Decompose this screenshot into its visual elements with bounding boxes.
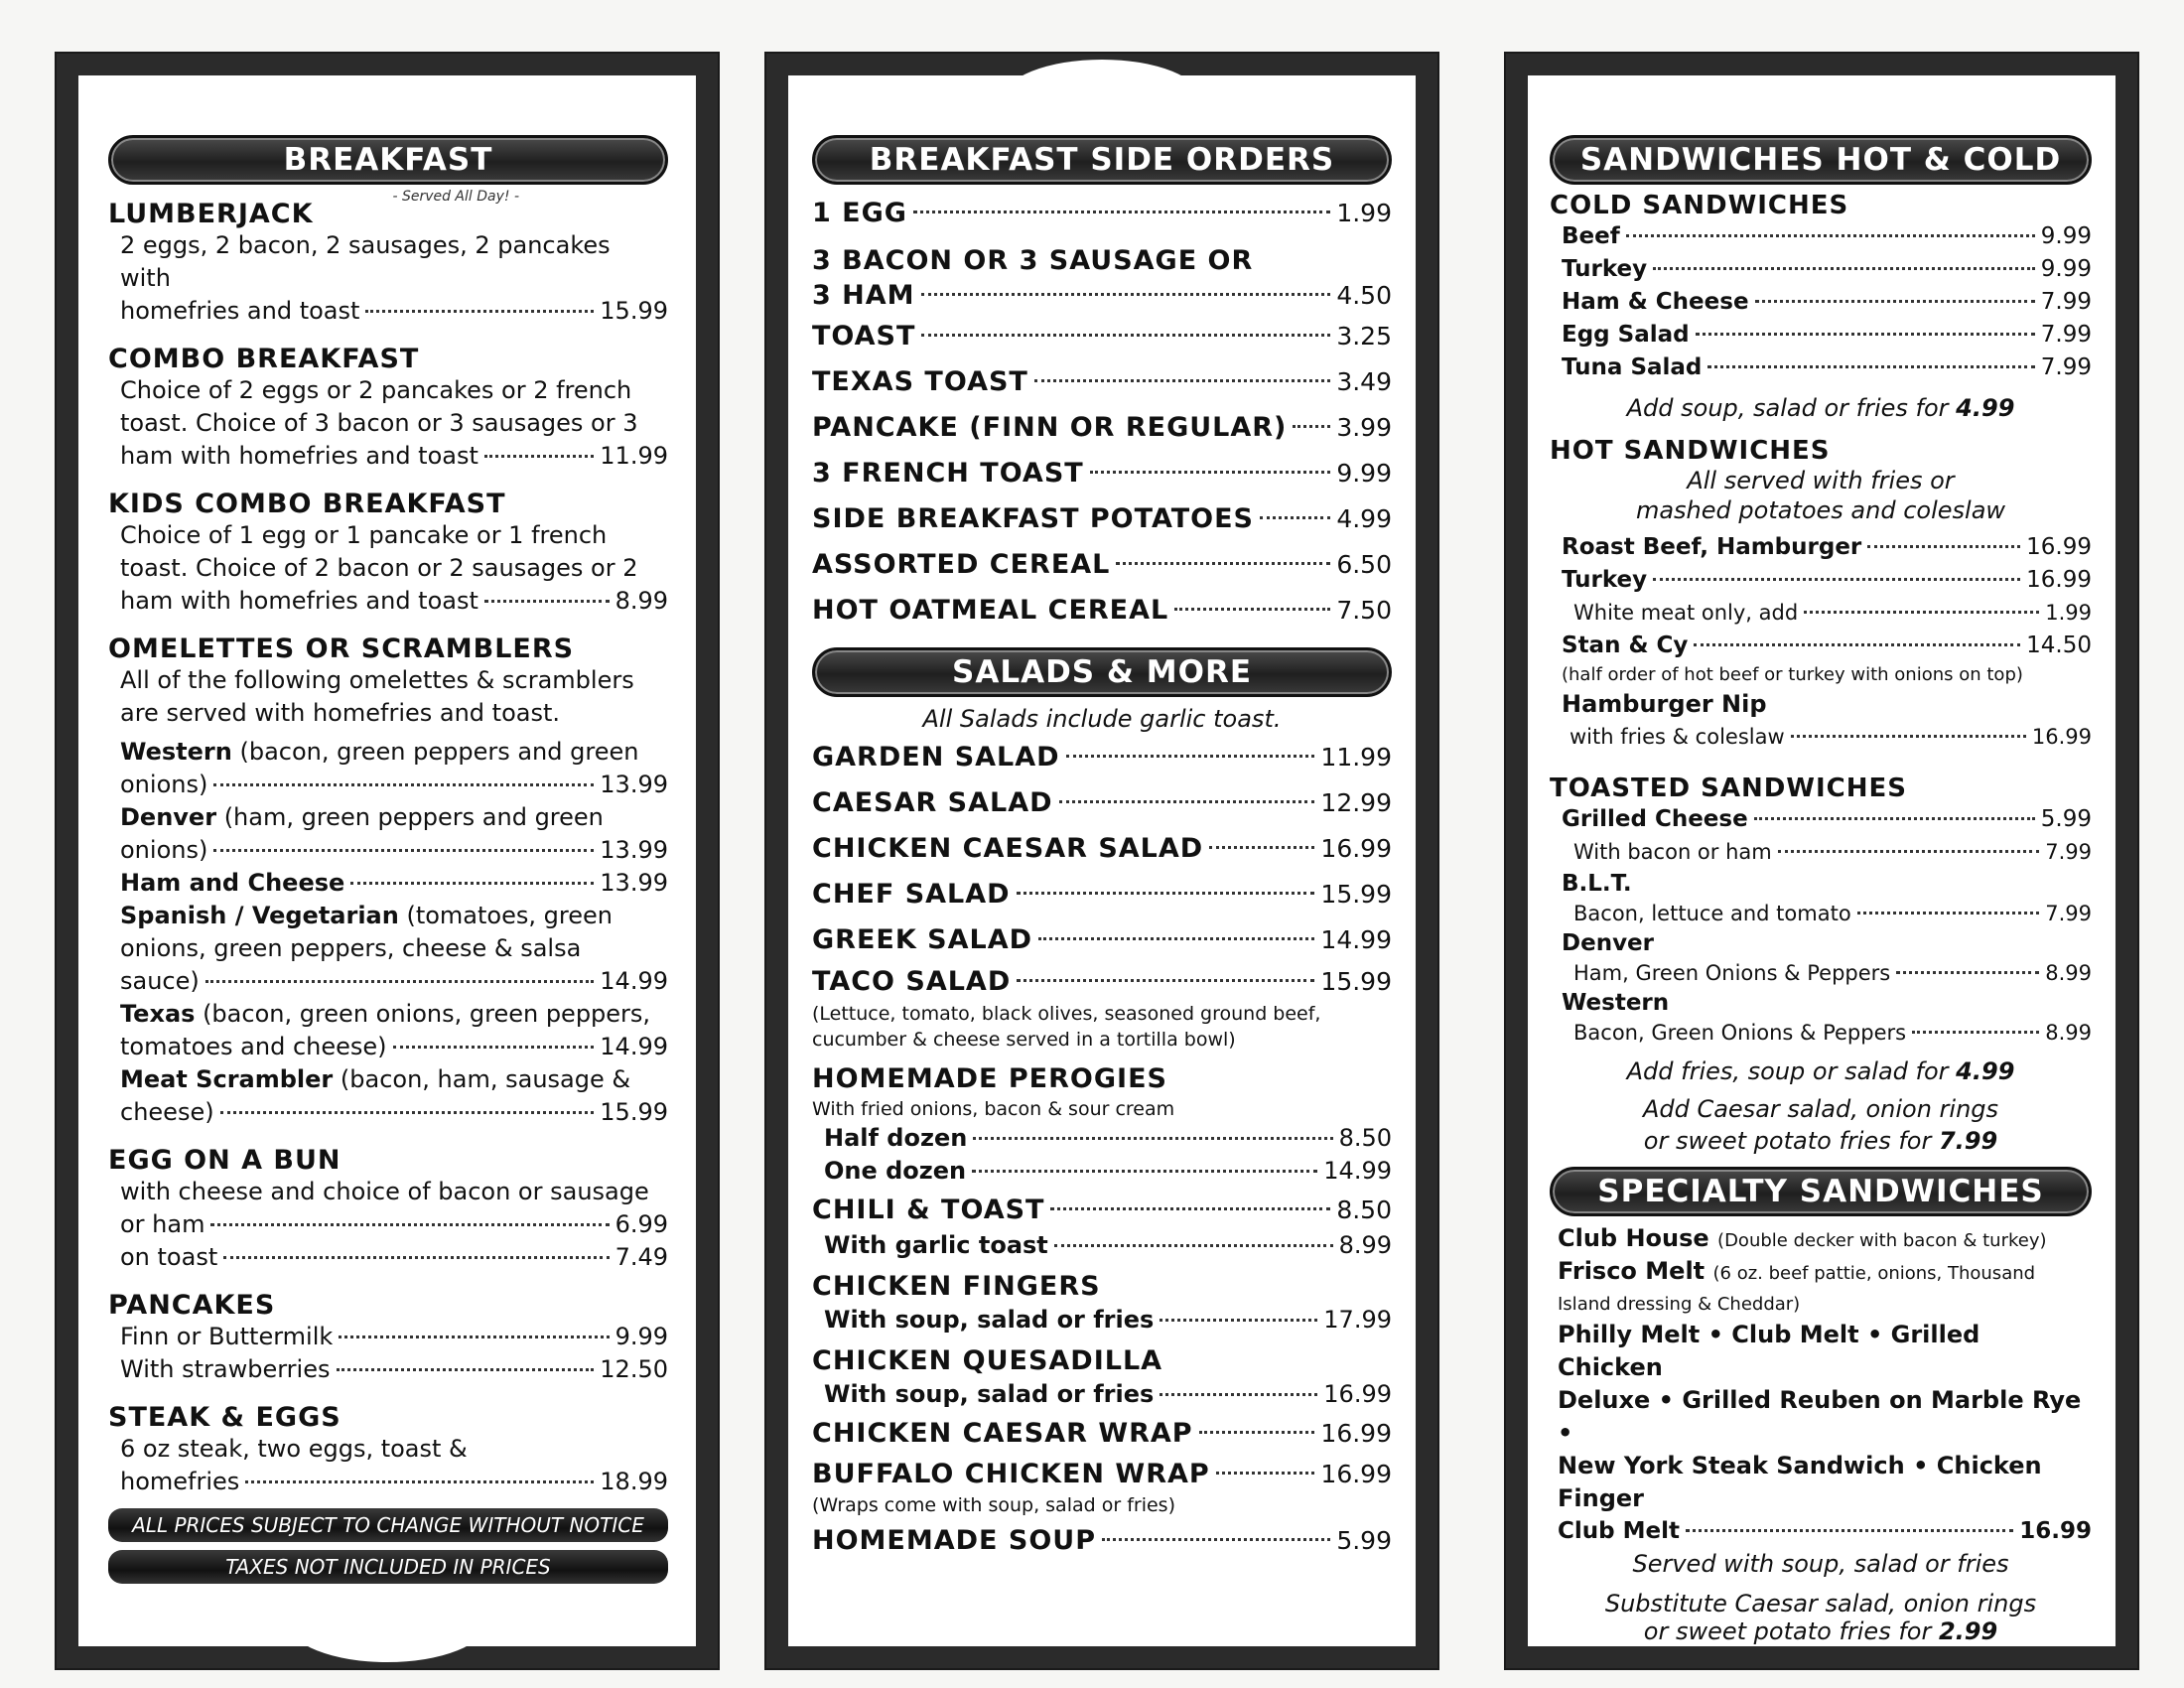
denver-row xyxy=(108,834,668,867)
steak-heading: STEAK & EGGS xyxy=(108,1402,341,1433)
salad-item xyxy=(812,735,1392,780)
texas-price: 14.99 xyxy=(600,1033,668,1060)
side-item xyxy=(812,542,1392,588)
side-item xyxy=(812,496,1392,542)
lumberjack-heading: LUMBERJACK xyxy=(108,199,314,229)
side-price: 3.99 xyxy=(1336,413,1392,442)
chili-name: CHILI & TOAST xyxy=(812,1195,1045,1225)
soup-price: 5.99 xyxy=(1336,1526,1392,1555)
perogies-dozen: One dozen xyxy=(824,1157,967,1185)
stan-row xyxy=(1550,630,2092,662)
sandwiches-panel xyxy=(1504,52,2139,1670)
salad-price: 16.99 xyxy=(1320,834,1392,863)
salads-note: All Salads include garlic toast. xyxy=(922,705,1282,733)
spanish-text: (tomatoes, green onions, green peppers, cheese & salsa xyxy=(120,902,613,962)
wrap-note: (Wraps come with soup, salad or fries) xyxy=(812,1494,1175,1516)
quesadilla-heading: CHICKEN QUESADILLA xyxy=(812,1345,1163,1376)
omelettes-desc: All of the following omelettes & scramblers are served with homefries and toast. xyxy=(120,666,634,727)
nip-row xyxy=(1550,721,2092,754)
eggbun-desc: with cheese and choice of bacon or sausage xyxy=(120,1178,649,1205)
toasted-note3-text: or sweet potato fries for xyxy=(1643,1127,1932,1155)
side-item-pre: 3 BACON OR 3 SAUSAGE OR xyxy=(812,245,1254,276)
side-price: 6.50 xyxy=(1336,550,1392,579)
hot-note1: All served with fries or xyxy=(1687,467,1955,494)
kids-price: 8.99 xyxy=(614,587,668,615)
texas-desc2: tomatoes and cheese) xyxy=(120,1033,387,1060)
specialty-note3-price: 2.99 xyxy=(1938,1618,1998,1645)
specialty-note3-text: or sweet potato fries for xyxy=(1643,1618,1932,1645)
western-desc2: onions) xyxy=(120,771,208,798)
toasted-denver-line: Ham, Green Onions & Peppers xyxy=(1573,961,1891,985)
side-name: 3 HAM xyxy=(812,280,915,311)
side-name: 3 FRENCH TOAST xyxy=(812,458,1084,489)
soup-name: HOMEMADE SOUP xyxy=(812,1525,1096,1556)
kids-row xyxy=(108,585,668,618)
side-name: ASSORTED CEREAL xyxy=(812,549,1111,580)
kids-heading: KIDS COMBO BREAKFAST xyxy=(108,489,506,519)
steak-desc: 6 oz steak, two eggs, toast & xyxy=(120,1435,468,1463)
eggbun-heading: EGG ON A BUN xyxy=(108,1145,341,1176)
salad-price: 15.99 xyxy=(1320,967,1392,996)
pancakes-line1: Finn or Buttermilk xyxy=(120,1323,334,1350)
breakfast-panel xyxy=(55,52,720,1670)
side-price: 1.99 xyxy=(1336,199,1392,227)
nip-name: Hamburger Nip xyxy=(1562,690,1767,718)
meat-desc xyxy=(108,1063,668,1096)
spanish-desc2: sauce) xyxy=(120,967,200,995)
cold-item xyxy=(1550,319,2092,352)
toasted-western-name: Western xyxy=(1562,990,1670,1016)
quesadilla-price: 16.99 xyxy=(1323,1380,1392,1408)
cold-item xyxy=(1550,286,2092,319)
toasted-denver-price: 8.99 xyxy=(2045,961,2092,985)
pancakes-row2 xyxy=(108,1353,668,1386)
lumberjack-row xyxy=(108,295,668,328)
specialty-price-row xyxy=(1550,1515,2092,1548)
specialty-note2: Substitute Caesar salad, onion rings xyxy=(1604,1590,2037,1618)
western-name: Western xyxy=(120,738,232,766)
denver-text: (ham, green peppers and green xyxy=(223,803,604,831)
denver-name: Denver xyxy=(120,803,217,831)
toasted-western-line: Bacon, Green Onions & Peppers xyxy=(1573,1021,1907,1045)
western-row xyxy=(108,769,668,801)
cold-name: Beef xyxy=(1562,223,1620,249)
fingers-row xyxy=(812,1304,1392,1336)
side-item xyxy=(812,314,1392,359)
denver-desc2: onions) xyxy=(120,836,208,864)
side-name: PANCAKE (FINN OR REGULAR) xyxy=(812,412,1288,443)
side-item xyxy=(812,278,1392,314)
western-price: 13.99 xyxy=(600,771,668,798)
chili-line2: With garlic toast xyxy=(824,1231,1048,1259)
texas-text: (bacon, green onions, green peppers, xyxy=(203,1000,651,1028)
nip-line: with fries & coleslaw xyxy=(1570,725,1785,749)
lumberjack-price: 15.99 xyxy=(600,297,668,325)
toasted-heading: TOASTED SANDWICHES xyxy=(1550,774,1907,803)
sides-inner xyxy=(788,75,1416,1646)
side-item xyxy=(812,405,1392,451)
hot-note2: mashed potatoes and coleslaw xyxy=(1635,496,2006,524)
perogies-row1 xyxy=(812,1122,1392,1155)
meat-row xyxy=(108,1096,668,1129)
cold-price: 9.99 xyxy=(2040,256,2092,282)
toasted-note3-price: 7.99 xyxy=(1938,1127,1998,1155)
eggbun-price2: 7.49 xyxy=(614,1243,668,1271)
cold-price: 9.99 xyxy=(2040,223,2092,249)
kids-desc2: ham with homefries and toast xyxy=(120,587,478,615)
eggbun-row2 xyxy=(108,1241,668,1274)
side-price: 3.49 xyxy=(1336,367,1392,396)
toasted-note1-price: 4.99 xyxy=(1956,1057,2015,1085)
cold-note xyxy=(1550,392,2092,424)
salad-name: TACO SALAD xyxy=(812,966,1012,997)
western-desc xyxy=(108,736,668,769)
fingers-price: 17.99 xyxy=(1323,1306,1392,1334)
blt-line: Bacon, lettuce and tomato xyxy=(1573,902,1851,925)
pancakes-price1: 9.99 xyxy=(614,1323,668,1350)
frisco-name: Frisco Melt xyxy=(1558,1257,1706,1285)
salads-banner: SALADS & MORE xyxy=(812,647,1392,697)
side-price: 4.99 xyxy=(1336,504,1392,533)
frisco-desc: (6 oz. beef pattie, onions, Thousand Island dressing & Cheddar) xyxy=(1558,1263,2036,1315)
nip-price: 16.99 xyxy=(2031,725,2092,749)
side-item xyxy=(812,191,1392,236)
hot-turkey-name: Turkey xyxy=(1562,567,1648,593)
perogies-desc: With fried onions, bacon & sour cream xyxy=(812,1098,1175,1120)
club-name: Club House xyxy=(1558,1224,1709,1252)
club-desc: (Double decker with bacon & turkey) xyxy=(1717,1230,2047,1251)
cold-heading: COLD SANDWICHES xyxy=(1550,191,1849,220)
side-name: TOAST xyxy=(812,321,916,352)
cold-price: 7.99 xyxy=(2040,289,2092,315)
eggbun-price1: 6.99 xyxy=(614,1210,668,1238)
side-price: 9.99 xyxy=(1336,459,1392,488)
spanish-desc xyxy=(108,900,668,965)
club-house xyxy=(1550,1222,2092,1257)
cold-name: Turkey xyxy=(1562,256,1648,282)
side-item xyxy=(812,451,1392,496)
toasted-note1-text: Add fries, soup or salad for xyxy=(1626,1057,1949,1085)
grilled-row xyxy=(1550,803,2092,836)
cold-note-price: 4.99 xyxy=(1956,394,2015,422)
omelettes-heading: OMELETTES OR SCRAMBLERS xyxy=(108,633,575,664)
hamcheese-price: 13.99 xyxy=(600,869,668,897)
perogies-price2: 14.99 xyxy=(1323,1157,1392,1185)
salad-item xyxy=(812,963,1392,1001)
salad-item xyxy=(812,780,1392,826)
cold-note-text: Add soup, salad or fries for xyxy=(1626,394,1949,422)
salad-item xyxy=(812,917,1392,963)
eggbun-row1 xyxy=(108,1208,668,1241)
chili-row2 xyxy=(812,1229,1392,1262)
sandwiches-banner: SANDWICHES HOT & COLD xyxy=(1550,135,2092,185)
toasted-western-price: 8.99 xyxy=(2045,1021,2092,1045)
quesadilla-line: With soup, salad or fries xyxy=(824,1380,1155,1408)
side-name: HOT OATMEAL CEREAL xyxy=(812,595,1169,626)
pancakes-price2: 12.50 xyxy=(600,1355,668,1383)
eggbun-line1: or ham xyxy=(120,1210,205,1238)
specialty-line1: Philly Melt • Club Melt • Grilled Chicken xyxy=(1558,1321,1980,1381)
cold-name: Tuna Salad xyxy=(1562,354,1703,380)
grilled-bacon-row xyxy=(1550,836,2092,869)
white-meat-name: White meat only, add xyxy=(1573,601,1799,625)
meat-price: 15.99 xyxy=(600,1098,668,1126)
cold-item xyxy=(1550,352,2092,384)
stan-price: 14.50 xyxy=(2026,633,2092,658)
salad-name: CHICKEN CAESAR SALAD xyxy=(812,833,1204,864)
side-price: 4.50 xyxy=(1336,281,1392,310)
hot-heading: HOT SANDWICHES xyxy=(1550,436,1831,466)
fingers-line: With soup, salad or fries xyxy=(824,1306,1155,1334)
price-change-disclaimer: ALL PRICES SUBJECT TO CHANGE WITHOUT NOTICE xyxy=(108,1508,668,1542)
spanish-price: 14.99 xyxy=(600,967,668,995)
caesar-wrap-price: 16.99 xyxy=(1320,1419,1392,1448)
quesadilla-row xyxy=(812,1378,1392,1411)
texas-row xyxy=(108,1031,668,1063)
buffalo-wrap-name: BUFFALO CHICKEN WRAP xyxy=(812,1459,1210,1489)
combo-price: 11.99 xyxy=(600,442,668,470)
buffalo-wrap-row xyxy=(812,1457,1392,1492)
pancakes-row1 xyxy=(108,1321,668,1353)
toasted-note1 xyxy=(1550,1055,2092,1087)
hot-turkey-row xyxy=(1550,564,2092,597)
hamcheese-row xyxy=(108,867,668,900)
side-price: 7.50 xyxy=(1336,596,1392,625)
frisco-melt xyxy=(1550,1257,2092,1319)
cold-item xyxy=(1550,253,2092,286)
stan-desc: (half order of hot beef or turkey with onions on top) xyxy=(1562,664,2023,685)
salad-item xyxy=(812,826,1392,872)
hot-turkey-price: 16.99 xyxy=(2026,567,2092,593)
chili-price2: 8.99 xyxy=(1338,1231,1392,1259)
side-name: SIDE BREAKFAST POTATOES xyxy=(812,503,1255,534)
served-all-day: - Served All Day! - xyxy=(392,189,519,205)
toasted-note2: Add Caesar salad, onion rings xyxy=(1642,1095,1999,1123)
steak-price: 18.99 xyxy=(600,1468,668,1495)
top-scallop xyxy=(1003,60,1201,99)
pancakes-line2: With strawberries xyxy=(120,1355,331,1383)
grilled-price: 5.99 xyxy=(2040,806,2092,832)
western-text: (bacon, green peppers and green xyxy=(239,738,639,766)
stan-name: Stan & Cy xyxy=(1562,633,1689,658)
salad-price: 14.99 xyxy=(1320,925,1392,954)
blt-name: B.L.T. xyxy=(1562,871,1632,897)
chili-row xyxy=(812,1192,1392,1229)
white-meat-price: 1.99 xyxy=(2045,601,2092,625)
toasted-denver-row xyxy=(1550,958,2092,988)
hamcheese-name: Ham and Cheese xyxy=(120,869,345,897)
salad-name: GREEK SALAD xyxy=(812,924,1033,955)
bottom-scallop xyxy=(288,1622,486,1662)
buffalo-wrap-price: 16.99 xyxy=(1320,1460,1392,1488)
breakfast-inner xyxy=(78,75,696,1646)
cold-name: Egg Salad xyxy=(1562,322,1690,348)
blt-row xyxy=(1550,899,2092,928)
roast-name: Roast Beef, Hamburger xyxy=(1562,534,1862,560)
taxes-disclaimer: TAXES NOT INCLUDED IN PRICES xyxy=(108,1550,668,1584)
breakfast-banner: BREAKFAST xyxy=(108,135,668,185)
sandwiches-inner xyxy=(1528,75,2116,1646)
spanish-name: Spanish / Vegetarian xyxy=(120,902,399,929)
specialty-note3 xyxy=(1550,1618,2092,1645)
eggbun-line2: on toast xyxy=(120,1243,218,1271)
lumberjack-desc: 2 eggs, 2 bacon, 2 sausages, 2 pancakes with xyxy=(120,231,611,292)
sides-panel xyxy=(764,52,1439,1670)
cold-name: Ham & Cheese xyxy=(1562,289,1749,315)
soup-row xyxy=(812,1518,1392,1564)
side-name: 1 EGG xyxy=(812,198,907,228)
pancakes-heading: PANCAKES xyxy=(108,1290,276,1321)
meat-desc2: cheese) xyxy=(120,1098,214,1126)
caesar-wrap-name: CHICKEN CAESAR WRAP xyxy=(812,1418,1193,1449)
fingers-heading: CHICKEN FINGERS xyxy=(812,1271,1101,1302)
salad-name: CHEF SALAD xyxy=(812,879,1011,910)
cold-item xyxy=(1550,220,2092,253)
toasted-denver-name: Denver xyxy=(1562,930,1654,956)
grilled-name: Grilled Cheese xyxy=(1562,806,1748,832)
specialty-note1: Served with soup, salad or fries xyxy=(1632,1550,2009,1578)
specialty-line2: Deluxe • Grilled Reuben on Marble Rye • xyxy=(1558,1386,2082,1447)
sides-banner: BREAKFAST SIDE ORDERS xyxy=(812,135,1392,185)
perogies-price1: 8.50 xyxy=(1338,1124,1392,1152)
grilled-bacon-line: With bacon or ham xyxy=(1573,840,1772,864)
texas-desc xyxy=(108,998,668,1031)
combo-heading: COMBO BREAKFAST xyxy=(108,344,420,374)
salad-name: CAESAR SALAD xyxy=(812,787,1053,818)
chili-price: 8.50 xyxy=(1336,1196,1392,1224)
steak-row xyxy=(108,1466,668,1498)
caesar-wrap-row xyxy=(812,1411,1392,1457)
denver-desc xyxy=(108,801,668,834)
salad-item xyxy=(812,872,1392,917)
meat-text: (bacon, ham, sausage & xyxy=(340,1065,631,1093)
meat-name: Meat Scrambler xyxy=(120,1065,334,1093)
specialty-line4: Club Melt xyxy=(1558,1518,1680,1544)
toasted-western-row xyxy=(1550,1018,2092,1048)
specialty-price: 16.99 xyxy=(2019,1518,2092,1544)
kids-desc: Choice of 1 egg or 1 pancake or 1 french toast. Choice of 2 bacon or 2 sausages or 2 xyxy=(120,521,638,582)
side-name: TEXAS TOAST xyxy=(812,366,1028,397)
roast-price: 16.99 xyxy=(2026,534,2092,560)
combo-desc2: ham with homefries and toast xyxy=(120,442,478,470)
combo-row xyxy=(108,440,668,473)
salad-name: GARDEN SALAD xyxy=(812,742,1060,773)
grilled-bacon-price: 7.99 xyxy=(2045,840,2092,864)
steak-desc2: homefries xyxy=(120,1468,240,1495)
specialty-banner: SPECIALTY SANDWICHES xyxy=(1550,1167,2092,1216)
perogies-row2 xyxy=(812,1155,1392,1188)
specialty-line3: New York Steak Sandwich • Chicken Finger xyxy=(1558,1452,2042,1512)
cold-price: 7.99 xyxy=(2040,322,2092,348)
white-meat-row xyxy=(1550,597,2092,630)
cold-price: 7.99 xyxy=(2040,354,2092,380)
denver-price: 13.99 xyxy=(600,836,668,864)
salad-price: 15.99 xyxy=(1320,880,1392,909)
salad-price: 12.99 xyxy=(1320,788,1392,817)
texas-name: Texas xyxy=(120,1000,196,1028)
spanish-row xyxy=(108,965,668,998)
taco-desc: (Lettuce, tomato, black olives, seasoned ground beef, cucumber & cheese served in a tortilla bowl) xyxy=(812,1003,1321,1051)
perogies-half: Half dozen xyxy=(824,1124,968,1152)
blt-price: 7.99 xyxy=(2045,902,2092,925)
roast-row xyxy=(1550,531,2092,564)
lumberjack-desc2: homefries and toast xyxy=(120,297,360,325)
side-item xyxy=(812,588,1392,633)
toasted-note3 xyxy=(1550,1125,2092,1157)
side-item xyxy=(812,359,1392,405)
combo-desc: Choice of 2 eggs or 2 pancakes or 2 french toast. Choice of 3 bacon or 3 sausages or 3 xyxy=(120,376,638,437)
perogies-heading: HOMEMADE PEROGIES xyxy=(812,1063,1167,1094)
salad-price: 11.99 xyxy=(1320,743,1392,772)
side-price: 3.25 xyxy=(1336,322,1392,351)
